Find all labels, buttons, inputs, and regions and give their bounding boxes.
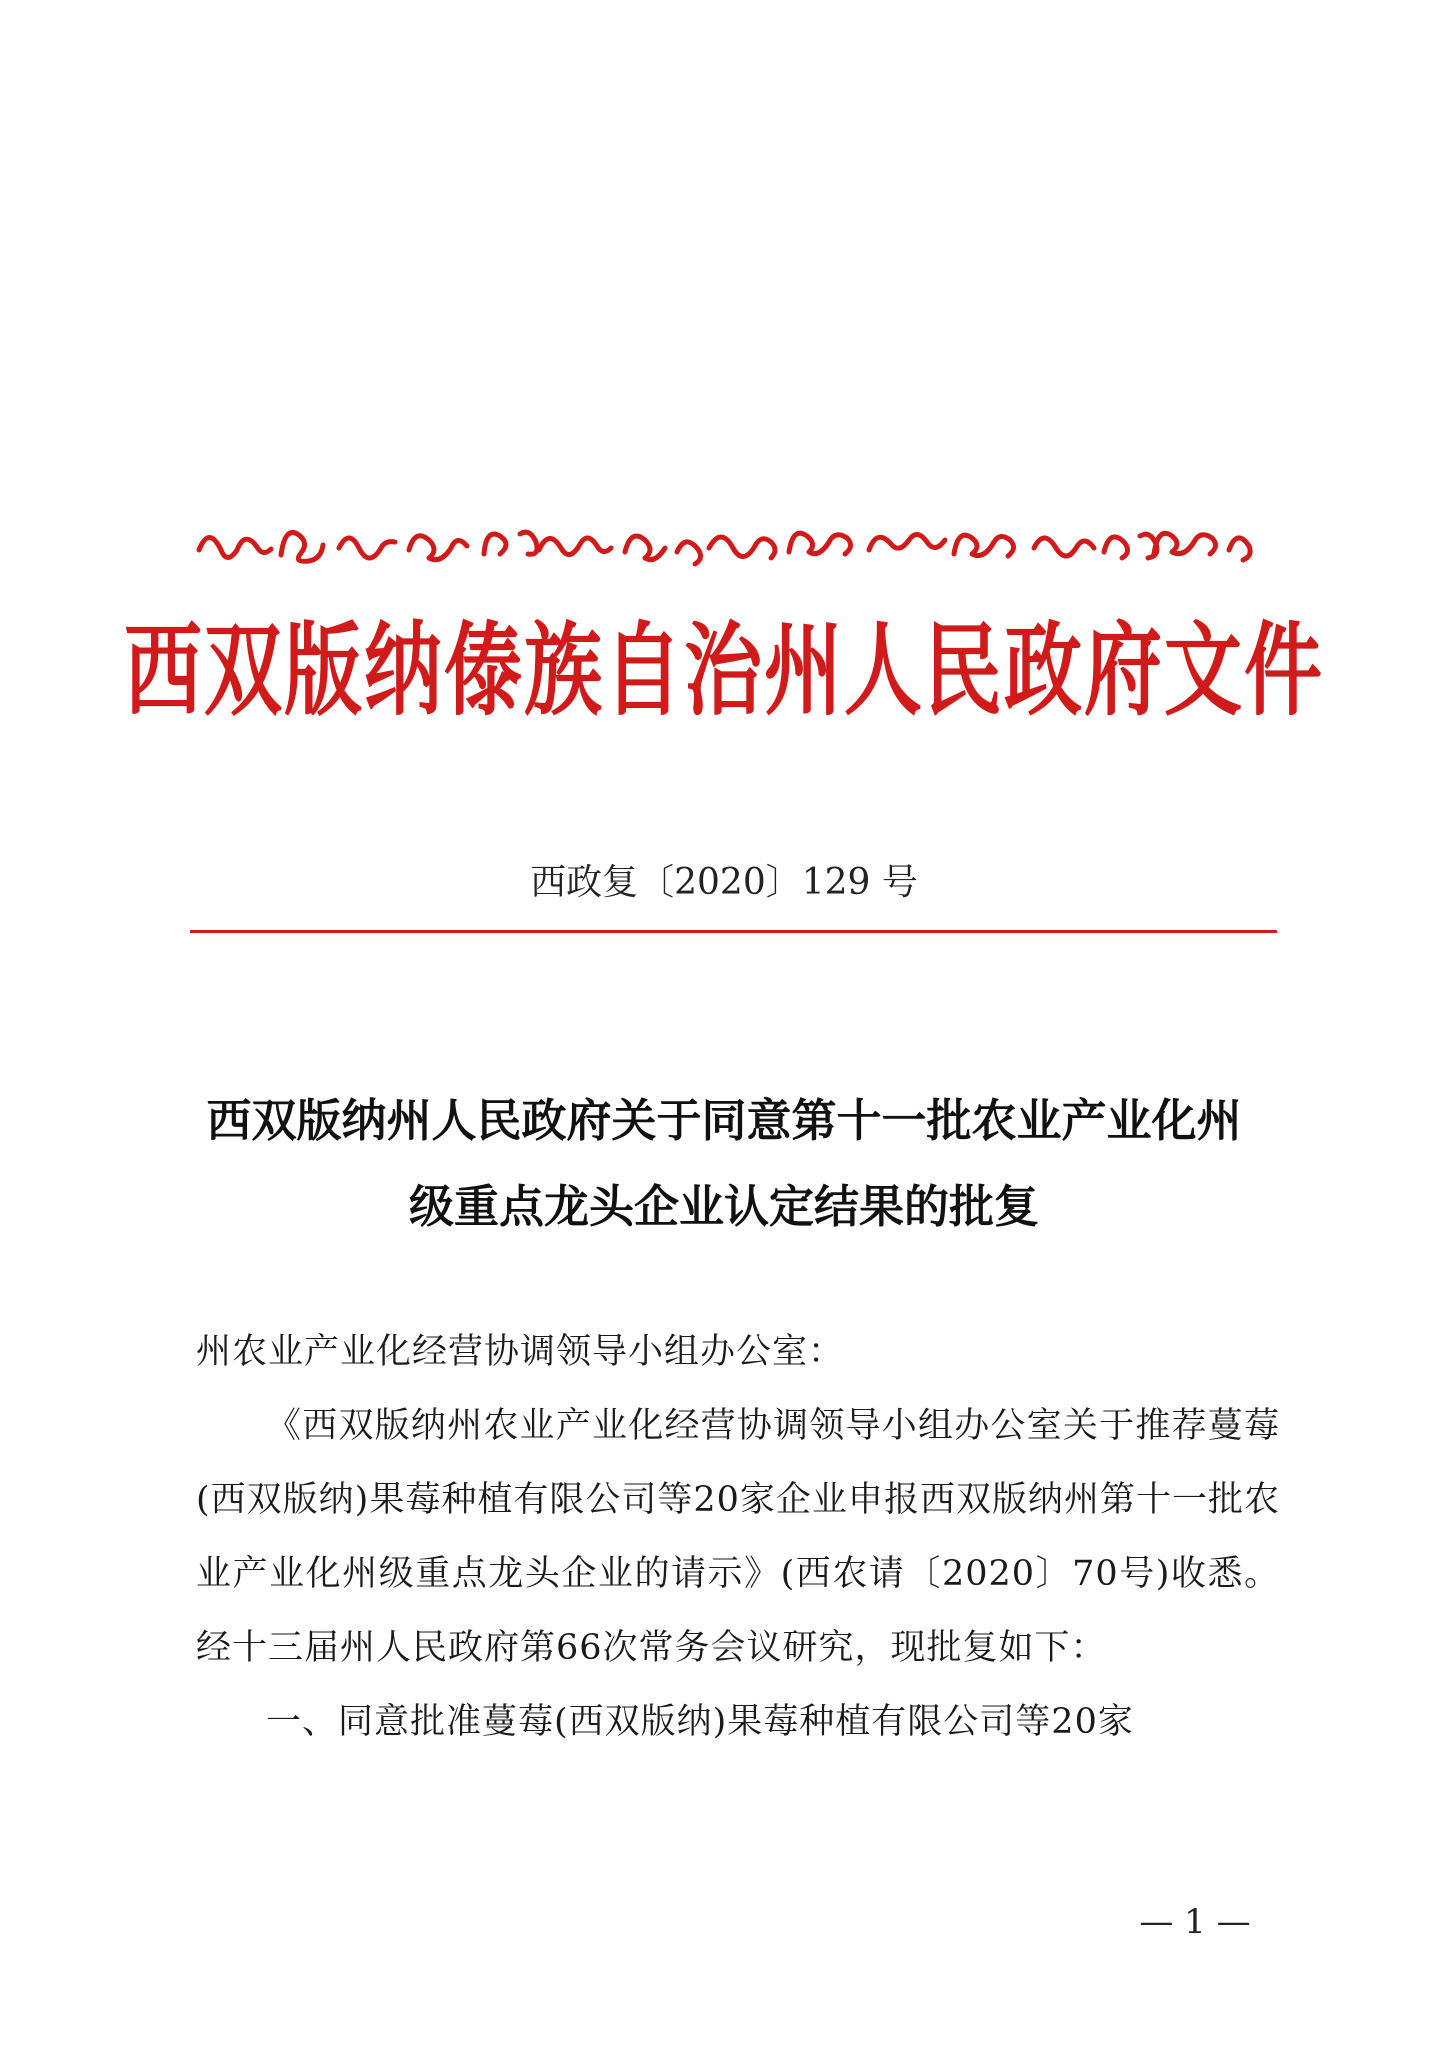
addressee: 州农业产业化经营协调领导小组办公室： [196, 1332, 845, 1372]
dai-script-logotype [189, 510, 1259, 580]
page-number: — 1 — [1139, 1902, 1251, 1942]
file-title: 西双版纳傣族自治州人民政府文件 [123, 613, 1324, 730]
document-title: 西双版纳州人民政府关于同意第十一批农业产业化州级重点龙头企业认定结果的批复 [206, 1094, 1242, 1233]
body-paragraph: 一、同意批准蔓莓(西双版纳)果莓种植有限公司等20家 [266, 1702, 1134, 1742]
red-divider-rule [190, 930, 1277, 933]
document-number: 西政复〔2020〕129 号 [530, 862, 918, 903]
document-body [196, 1315, 1280, 1759]
body-paragraph: 《西双版纳州农业产业化经营协调领导小组办公室关于推荐蔓莓(西双版纳)果莓种植有限公司等20家企业申报西双版纳州第十一批农业产业化州级重点龙头企业的请示》(西农请〔2020〕70号)收悉。经十三届州人民政府第66次常务会议研究，现批复如下： [196, 1406, 1280, 1668]
dai-script-header [0, 510, 1448, 584]
